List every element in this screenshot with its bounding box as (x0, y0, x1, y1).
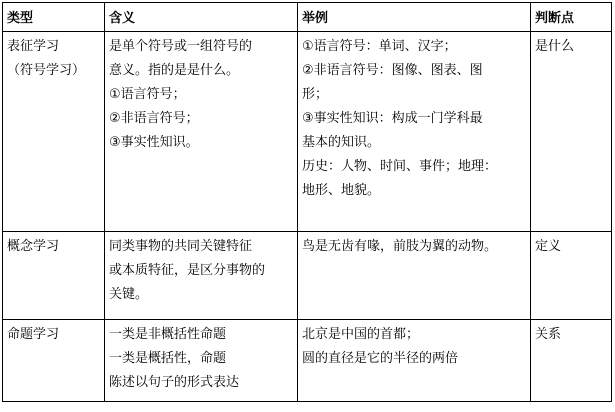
table-row (3, 32, 612, 232)
cell-line: 是什么 (535, 39, 575, 54)
cell-meaning (105, 232, 298, 320)
cell-example (298, 232, 531, 320)
cell-type (3, 232, 105, 320)
cell-line: 意义。指的是是什么。 (109, 63, 240, 78)
header-example: 举例 (298, 3, 531, 32)
cell-line: 基本的知识。 (302, 135, 381, 150)
cell-line: 命题学习 (7, 327, 60, 342)
cell-line: 形； (302, 87, 329, 102)
cell-example (298, 320, 531, 402)
cell-line: 地形、地貌。 (302, 183, 381, 198)
table-row (3, 232, 612, 320)
cell-example (298, 32, 531, 232)
cell-line: 同类事物的共同关键特征 (109, 239, 253, 254)
cell-meaning (105, 320, 298, 402)
table-header-row (3, 3, 612, 32)
cell-line: 或本质特征，是区分事物的 (109, 263, 266, 278)
cell-line: ①语言符号； (109, 87, 186, 102)
cell-line: 圆的直径是它的半径的两倍 (302, 351, 459, 366)
cell-line: 概念学习 (7, 239, 60, 254)
cell-line: 一类是概括性，命题 (109, 351, 227, 366)
cell-line: ②非语言符号； (109, 111, 199, 126)
cell-line: 关键。 (109, 287, 149, 302)
cell-line: ①语言符号：单词、汉字； (302, 39, 457, 54)
table-row (3, 320, 612, 402)
cell-line: ③事实性知识：构成一门学科最 (302, 111, 483, 126)
cell-type (3, 32, 105, 232)
learning-types-table (2, 2, 612, 402)
cell-line: 表征学习 (7, 39, 60, 54)
header-meaning: 含义 (105, 3, 298, 32)
cell-line: 陈述以句子的形式表达 (109, 375, 240, 390)
cell-key (531, 320, 612, 402)
cell-line: 关系 (535, 327, 562, 342)
cell-line: 历史：人物、时间、事件；地理： (302, 159, 498, 174)
cell-line: 是单个符号或一组符号的 (109, 39, 253, 54)
cell-line: （符号学习） (7, 63, 86, 78)
cell-key (531, 232, 612, 320)
header-type: 类型 (3, 3, 105, 32)
cell-line: ②非语言符号：图像、图表、图 (302, 63, 483, 78)
cell-line: 北京是中国的首都； (302, 327, 420, 342)
cell-type (3, 320, 105, 402)
cell-line: ③事实性知识。 (109, 135, 199, 150)
cell-line: 一类是非概括性命题 (109, 327, 227, 342)
cell-key (531, 32, 612, 232)
header-key: 判断点 (531, 3, 612, 32)
cell-line: 定义 (535, 239, 562, 254)
cell-line: 鸟是无齿有喙，前肢为翼的动物。 (302, 239, 498, 254)
cell-meaning (105, 32, 298, 232)
